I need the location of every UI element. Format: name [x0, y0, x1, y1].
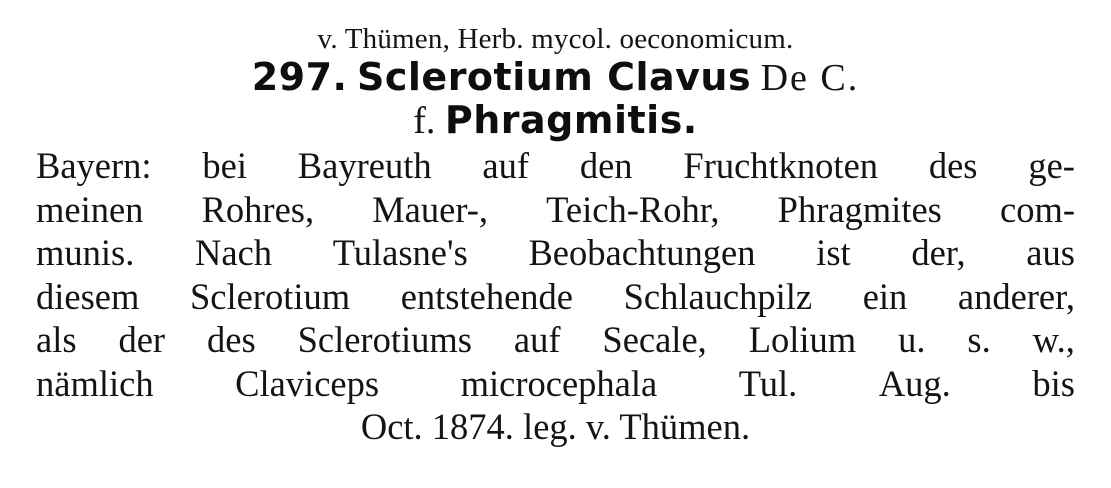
body-word: nämlich [36, 362, 154, 404]
body-word: bei [202, 145, 247, 186]
body-word: microcephala [460, 362, 658, 404]
body-word: s. [967, 319, 991, 360]
body-word: Secale, [602, 319, 707, 360]
body-word: anderer, [957, 275, 1075, 317]
body-word: Bayreuth [297, 145, 432, 186]
body-word: ge- [1028, 145, 1075, 186]
body-word: Nach [195, 232, 273, 273]
body-word: diesem [36, 275, 140, 317]
specimen-title [36, 56, 1075, 99]
specimen-number: 297. [251, 55, 348, 99]
body-line-last: Oct. 1874. leg. v. Thümen. [360, 406, 751, 447]
body-line [36, 362, 1075, 406]
body-word: entstehende [400, 275, 574, 317]
body-word: meinen [36, 188, 144, 230]
body-word: Rohres, [201, 188, 315, 230]
body-word: bis [1032, 362, 1075, 404]
body-word: des [207, 319, 256, 360]
body-word: ist [816, 232, 851, 273]
body-word: Lolium [748, 319, 857, 360]
body-word: Tulasne's [332, 232, 468, 273]
body-word: als [36, 319, 77, 360]
body-word: auf [513, 319, 561, 360]
form-name: Phragmitis. [444, 98, 698, 142]
body-word: Teich-Rohr, [546, 188, 720, 230]
body-word: der [118, 319, 166, 360]
collection-header: v. Thümen, Herb. mycol. oeconomicum. [317, 23, 794, 55]
body-word: Schlauchpilz [623, 275, 813, 317]
body-word: Aug. [878, 362, 951, 404]
body-word: Claviceps [235, 362, 380, 404]
specimen-name: Sclerotium Clavus [357, 55, 752, 99]
label-body-text [36, 144, 1075, 449]
body-word: munis. [36, 232, 135, 273]
body-word: der, [911, 232, 966, 273]
body-word: Bayern: [36, 145, 152, 186]
body-word: Mauer-, [372, 188, 489, 230]
body-line [36, 144, 1075, 188]
body-word: aus [1026, 232, 1075, 273]
body-line [36, 188, 1075, 232]
body-word: Beobachtungen [528, 232, 756, 273]
body-word: Sclerotiums [297, 319, 472, 360]
body-line [36, 275, 1075, 319]
body-word: Tul. [738, 362, 798, 404]
body-word: des [928, 145, 978, 186]
body-word: auf [482, 145, 530, 186]
body-word: com- [1000, 188, 1075, 230]
body-word: Sclerotium [189, 275, 351, 317]
body-word: ein [862, 275, 908, 317]
body-word: w., [1032, 319, 1075, 360]
body-line [36, 231, 1075, 275]
body-word: u. [898, 319, 926, 360]
body-word: Fruchtknoten [683, 145, 879, 186]
form-prefix: f. [413, 100, 436, 142]
body-word: Phragmites [777, 188, 942, 230]
body-word: den [579, 145, 633, 186]
body-line [36, 318, 1075, 362]
specimen-form [36, 99, 1075, 142]
specimen-author: De C. [760, 57, 860, 99]
